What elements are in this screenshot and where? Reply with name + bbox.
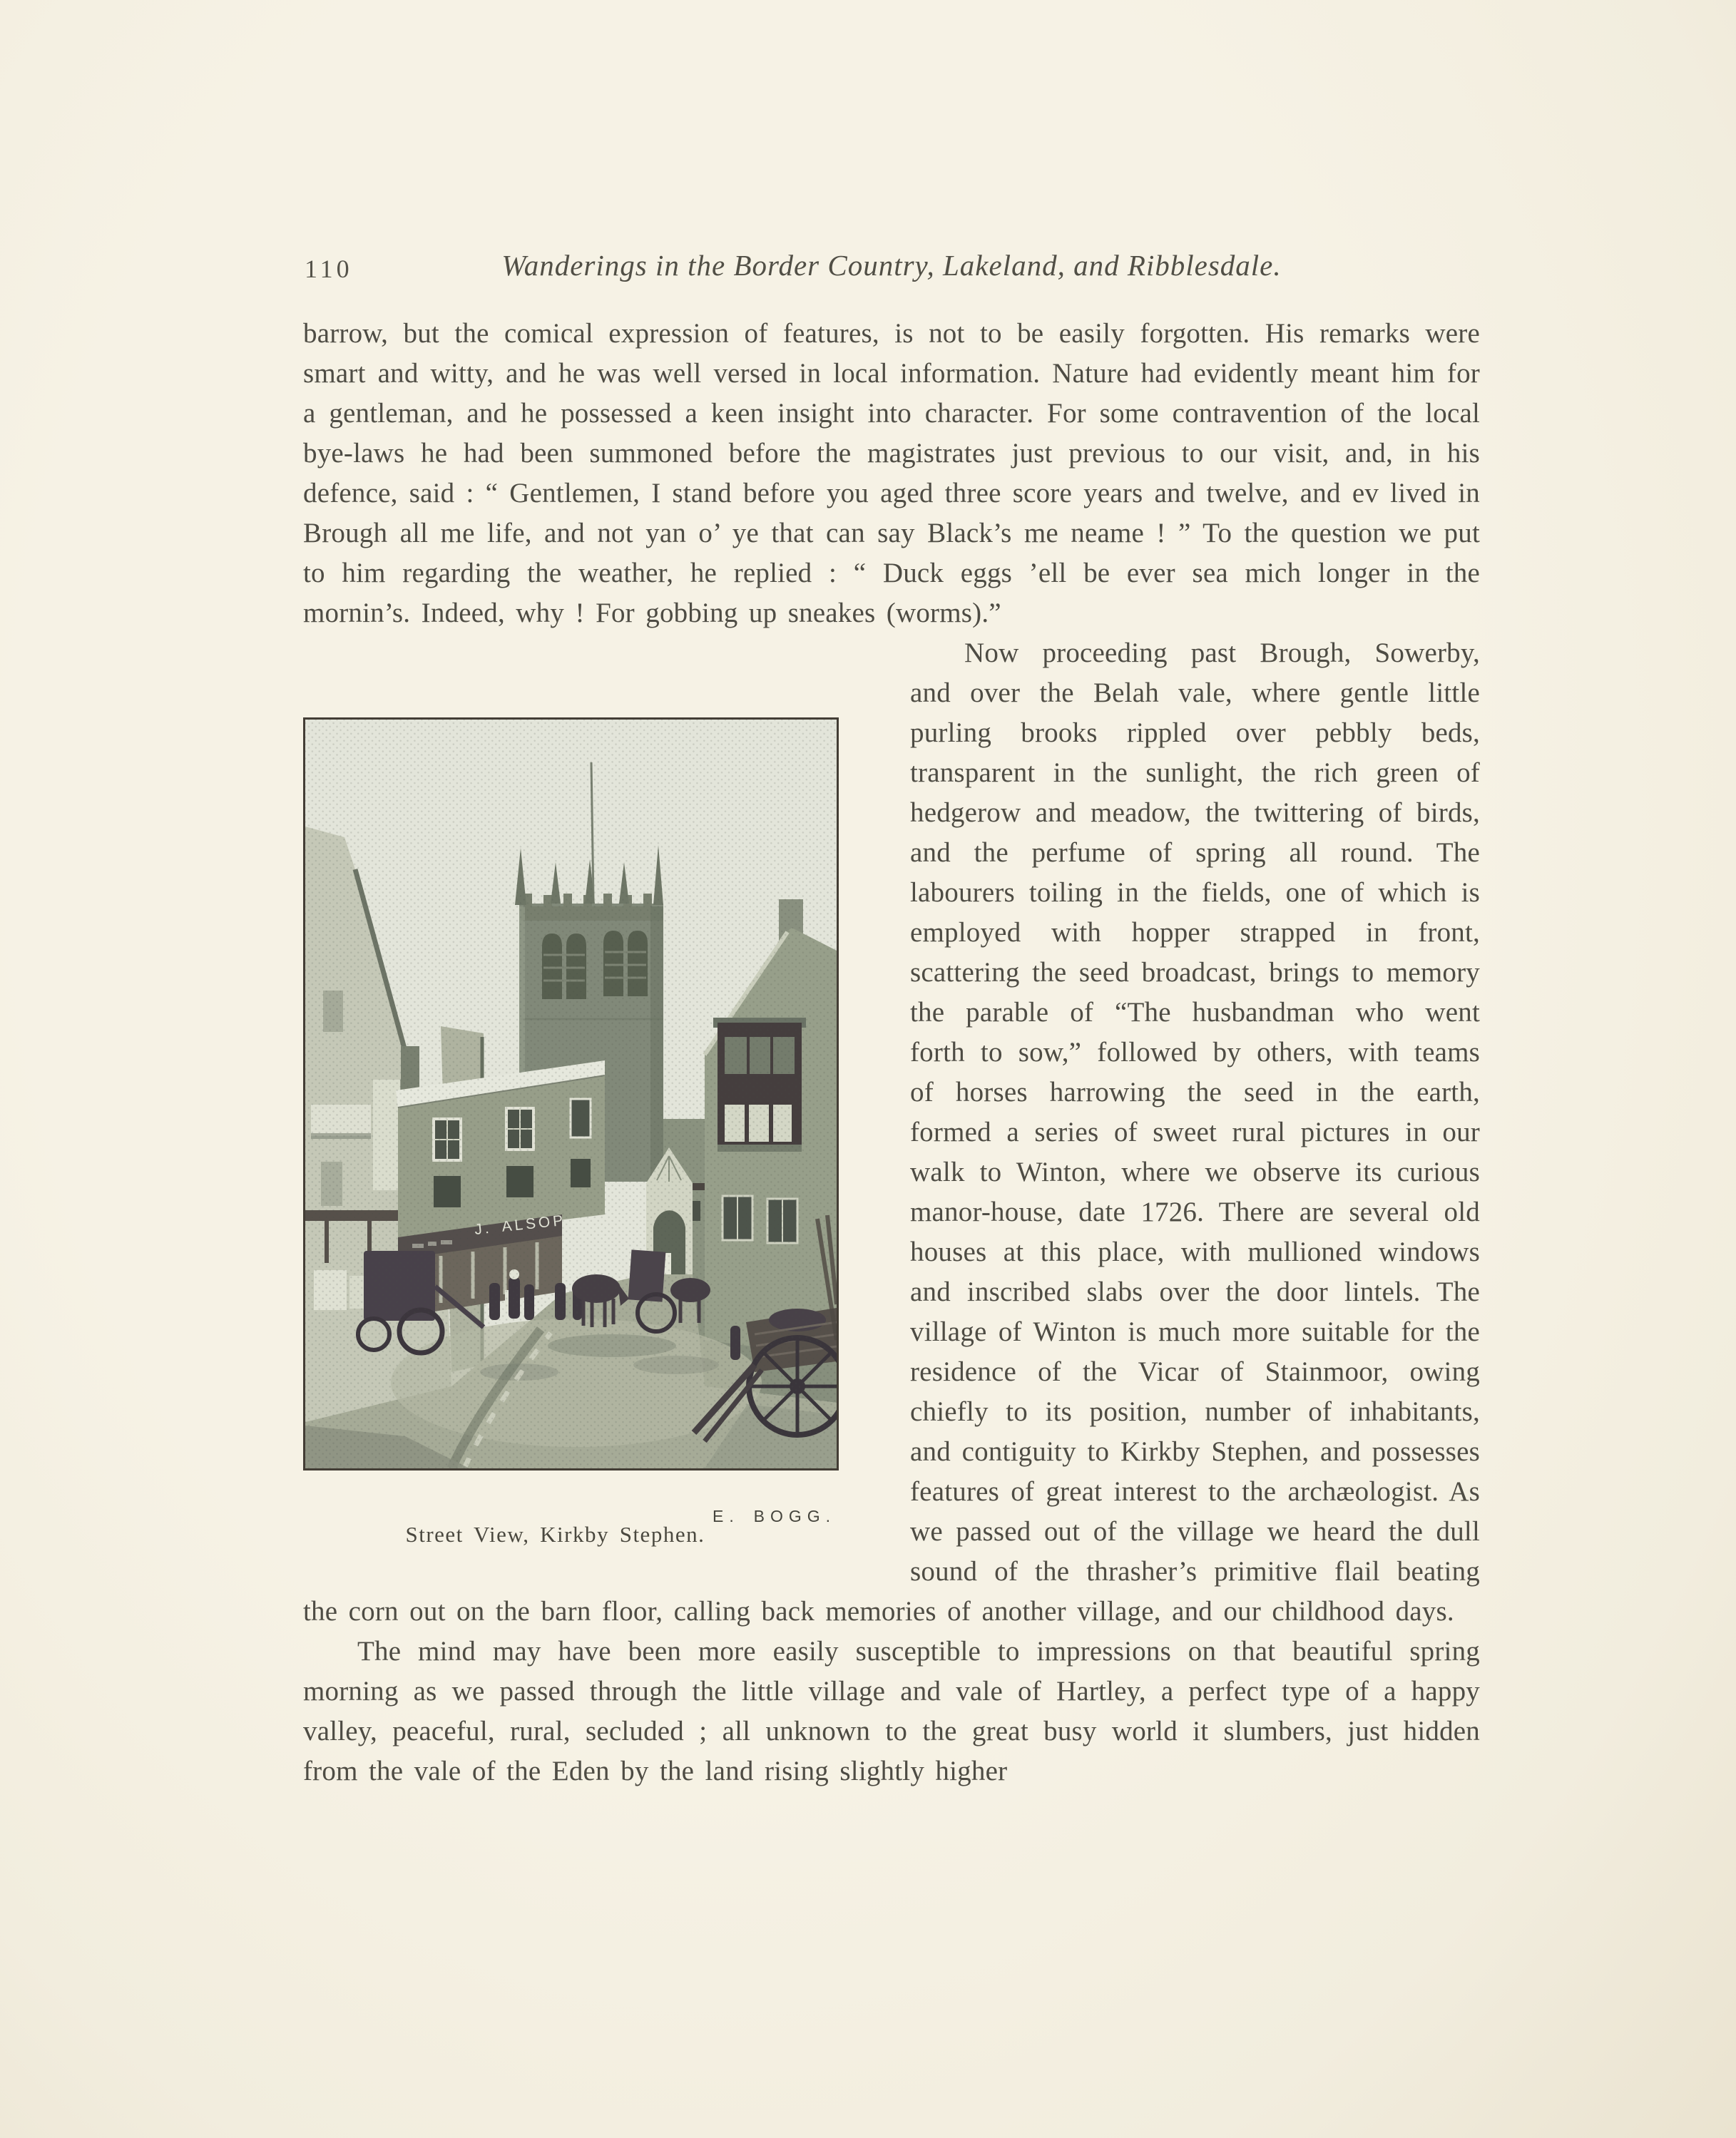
figure-street-view [303,717,839,1560]
paragraph-3 [303,1632,1480,1791]
paragraph-3-text: The mind may have been more easily susceptible to impressions on that beautiful spring morning as we passed through the little village and vale of Hartley, a perfect type of a happy valley, peaceful, rural, secluded ; all unknown to the great busy world it slumbers, just hidden from the vale of the Eden by the land rising slightly higher [303,1636,1480,1786]
paragraph-2 [303,633,1480,1632]
page-header [303,248,1480,292]
paragraph-1-text: barrow, but the comical expression of features, is not to be easily forgotten. His remarks were smart and witty, and he was well versed in local information. Nature had evidently meant him for a gentleman, and he possessed a keen insight into character. For some contravention of the local bye-laws he had been summoned before the magistrates just previous to our visit, and, in his defence, said : “ Gentlemen, I stand before you aged three score years and twelve, and ev lived in Brough all me life, and not yan o’ ye that can say Black’s me neame ! ” To the question we put to him regarding the weather, he replied : “ Duck eggs ’ell be ever sea mich longer in the mornin’s. Indeed, why ! For gobbing up sneakes (worms).” [303,318,1480,628]
figure-credit: E. BOGG. [713,1507,836,1525]
halftone-overlay [305,720,837,1468]
figure-caption: Street View, Kirkby Stephen. [405,1522,705,1547]
street-photo-illustration [303,717,839,1470]
paragraph-1 [303,314,1480,633]
figure-caption-row [303,1470,839,1560]
paragraph-2-text: Now proceeding past Brough, Sowerby, and over the Belah vale, where gentle little purling brooks rippled over pebbly beds, transparent in the sunlight, the rich green of hedgerow and meadow, the twittering of birds, and the perfume of spring all round. The labourers toiling in the fields, one of which is employed with hopper strapped in front, scattering the seed broadcast, brings to memory the parable of “The husbandman who went forth to sow,” followed by others, with teams of horses harrowing the seed in the earth, formed a series of sweet rural pictures in our walk to Winton, where we observe its curious manor-house, date 1726. There are several old houses at this place, with mullioned windows and inscribed slabs over the door lintels. The village of Winton is much more suitable for the residence of the Vicar of Stainmoor, owing chiefly to its position, number of inhabitants, and contiguity to Kirkby Stephen, and possesses features of great interest to the archæologist. As we passed out of the village we heard the dull sound of the thrasher’s primitive flail beating the corn out on the barn floor, calling back memories of another village, and our childhood days. [303,638,1480,1627]
body-text [303,314,1480,1791]
page-number: 110 [305,255,353,283]
running-title: Wanderings in the Border Country, Lakeland, and Ribblesdale. [501,249,1282,282]
